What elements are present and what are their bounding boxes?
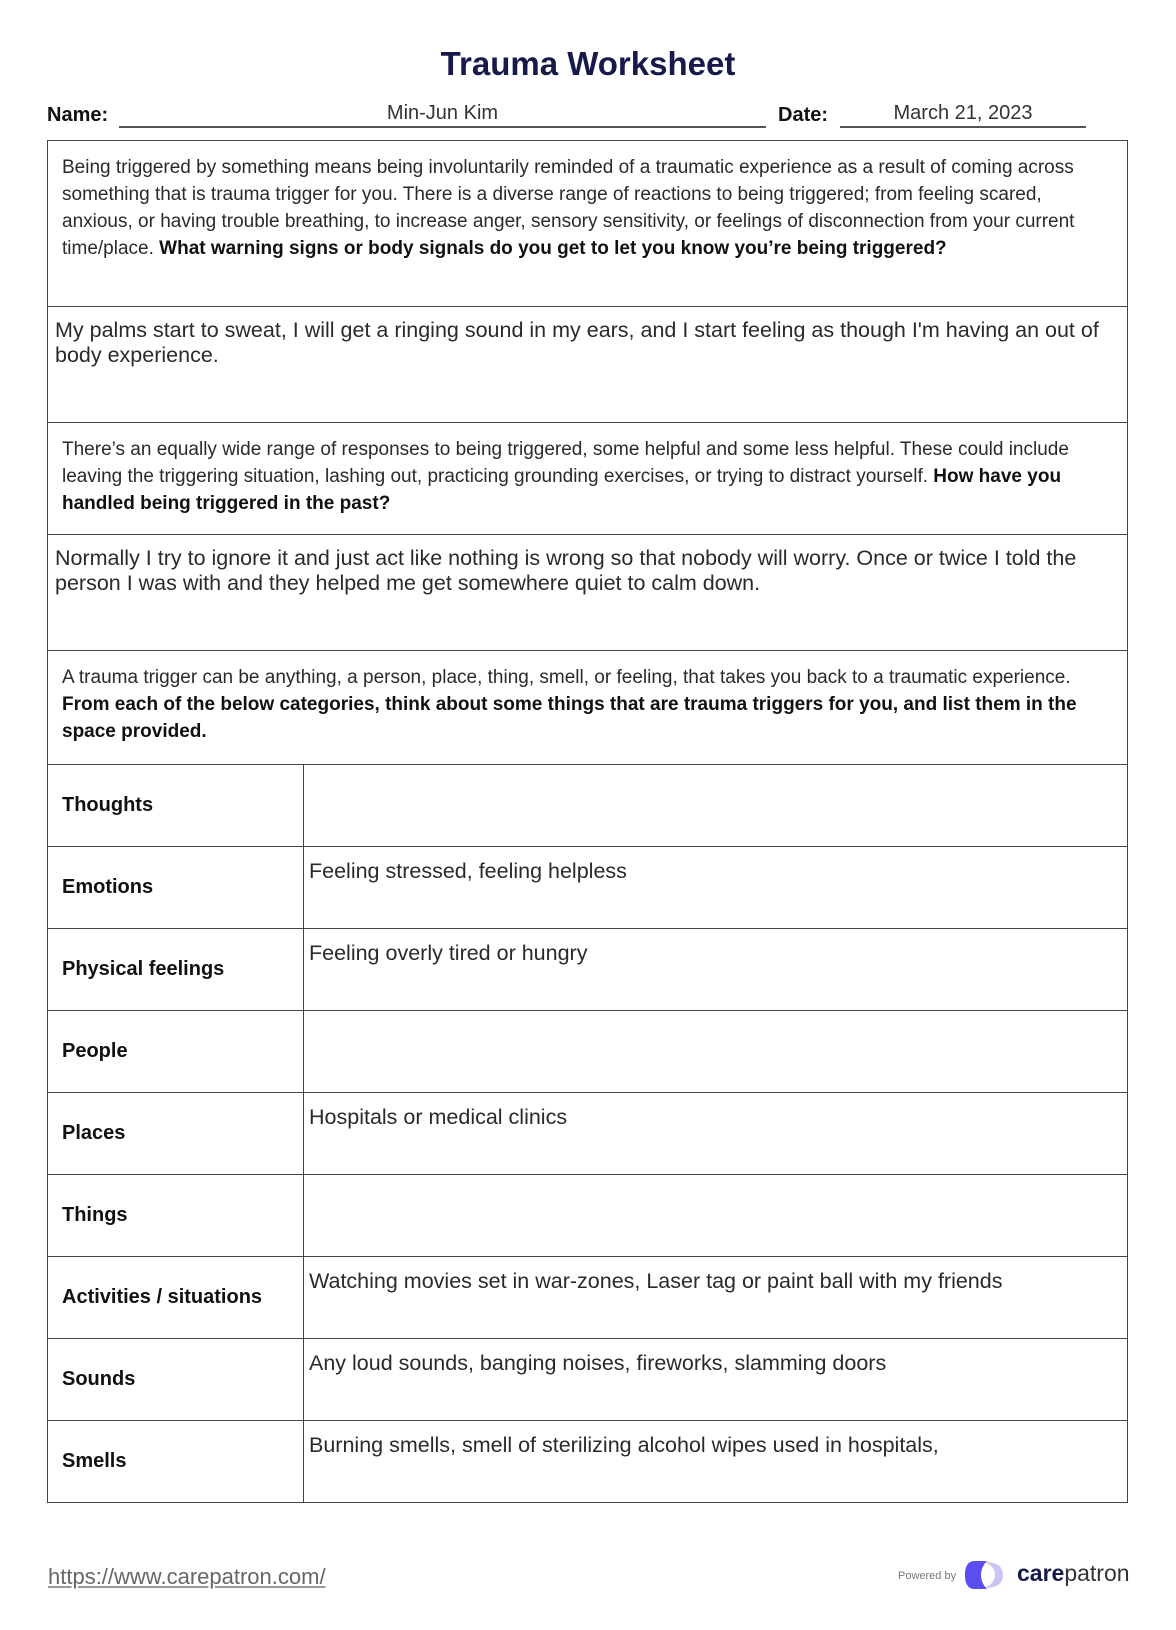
category-label: People [48, 1011, 304, 1093]
category-label: Activities / situations [48, 1257, 304, 1339]
category-value[interactable] [304, 1011, 1128, 1093]
prompt-warning-signs [47, 140, 1128, 307]
category-value[interactable]: Watching movies set in war-zones, Laser tag or paint ball with my friends [304, 1257, 1128, 1339]
answer-text: My palms start to sweat, I will get a ringing sound in my ears, and I start feeling as though I'm having an out of body experience. [55, 318, 1099, 367]
answer-warning-signs[interactable] [47, 306, 1128, 423]
category-label: Things [48, 1175, 304, 1257]
table-row [48, 765, 1128, 847]
category-value[interactable]: Feeling overly tired or hungry [304, 929, 1128, 1011]
name-label: Name: [47, 104, 109, 126]
date-field[interactable]: March 21, 2023 [840, 100, 1086, 128]
answer-handling[interactable] [47, 534, 1128, 651]
category-value[interactable] [304, 1175, 1128, 1257]
category-value[interactable]: Hospitals or medical clinics [304, 1093, 1128, 1175]
category-value[interactable]: Burning smells, smell of sterilizing alcohol wipes used in hospitals, [304, 1421, 1128, 1503]
carepatron-logo-icon [963, 1558, 1013, 1592]
table-row [48, 1257, 1128, 1339]
page-title: Trauma Worksheet [440, 45, 736, 82]
table-row [48, 1175, 1128, 1257]
category-label: Emotions [48, 847, 304, 929]
prompt-handling [47, 422, 1128, 535]
prompt-question: How have you handled being triggered in the past? [62, 466, 1062, 514]
header-fields [47, 100, 1127, 130]
answer-text: Normally I try to ignore it and just act like nothing is wrong so that nobody will worry. Once or twice I told the person I was with and they helped me get somewhere quiet to calm down. [55, 546, 1077, 595]
date-label: Date: [778, 104, 829, 126]
powered-by-label: Powered by [898, 1570, 957, 1582]
category-value[interactable]: Feeling stressed, feeling helpless [304, 847, 1128, 929]
category-label: Smells [48, 1421, 304, 1503]
prompt-triggers [47, 650, 1128, 765]
table-row [48, 1011, 1128, 1093]
category-value[interactable] [304, 765, 1128, 847]
table-row [48, 1339, 1128, 1421]
category-value[interactable]: Any loud sounds, banging noises, fireworks, slamming doors [304, 1339, 1128, 1421]
category-label: Thoughts [48, 765, 304, 847]
table-row [48, 847, 1128, 929]
table-row [48, 929, 1128, 1011]
category-label: Physical feelings [48, 929, 304, 1011]
name-field[interactable]: Min-Jun Kim [119, 100, 766, 128]
prompt-text: A trauma trigger can be anything, a person, place, thing, smell, or feeling, that takes you back to a traumatic experience. [62, 667, 1071, 688]
prompt-text: Being triggered by something means being involuntarily reminded of a traumatic experience as a result of coming across something that is trauma trigger for you. There is a diverse range of reactions to being triggered; from feeling scared, anxious, or having trouble breathing, to increase anger, sensory sensitivity, or feelings of disconnection from your current time/place. [62, 157, 1075, 259]
category-label: Places [48, 1093, 304, 1175]
prompt-question: From each of the below categories, think about some things that are trauma triggers for you, and list them in the space provided. [62, 694, 1077, 742]
table-row [48, 1421, 1128, 1503]
carepatron-brand [1017, 1560, 1130, 1587]
prompt-question: What warning signs or body signals do you get to let you know you’re being triggered? [159, 238, 947, 259]
prompt-text: There’s an equally wide range of responses to being triggered, some helpful and some less helpful. These could include leaving the triggering situation, lashing out, practicing grounding exercises, or trying to distract yourself. [62, 439, 1069, 487]
table-row [48, 1093, 1128, 1175]
triggers-table [47, 764, 1128, 1503]
category-label: Sounds [48, 1339, 304, 1421]
carepatron-link[interactable]: https://www.carepatron.com/ [48, 1564, 326, 1589]
brand-bold: care [1017, 1560, 1065, 1586]
brand-rest: patron [1064, 1560, 1130, 1586]
